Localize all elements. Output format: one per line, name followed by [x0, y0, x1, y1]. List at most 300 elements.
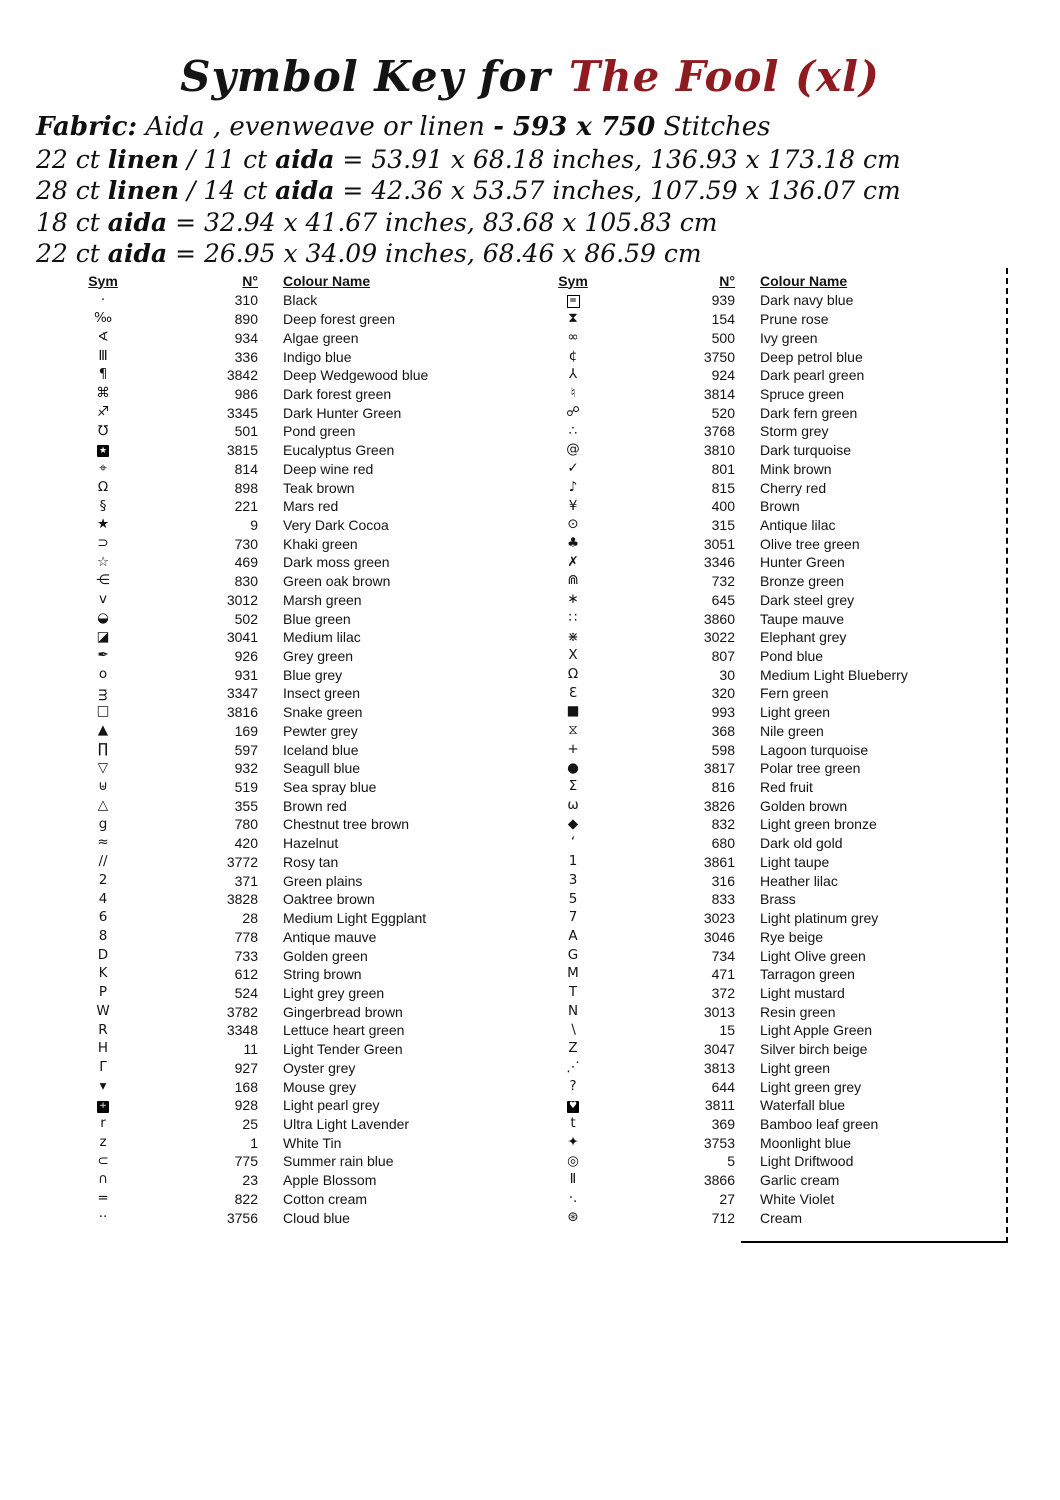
- floss-number: 9: [250, 516, 258, 533]
- colour-name: Lagoon turquoise: [760, 741, 869, 758]
- key-row: [538, 534, 1006, 553]
- colour-name: Prune rose: [760, 311, 829, 328]
- key-row: [68, 1096, 498, 1115]
- key-row: [538, 1002, 1006, 1021]
- symbol-glyph: +: [567, 740, 579, 757]
- key-row: [68, 1152, 498, 1171]
- floss-number: 3041: [226, 629, 258, 646]
- symbol-glyph: ⋲: [96, 572, 110, 589]
- symbol-glyph: ω: [567, 797, 579, 814]
- symbol-glyph: ⊂: [97, 1152, 109, 1169]
- symbol-glyph: D: [97, 946, 109, 963]
- floss-number: 932: [234, 760, 258, 777]
- symbol-glyph: ⋇: [567, 628, 579, 645]
- key-row: [538, 516, 1006, 535]
- colour-name: Light pearl grey: [283, 1097, 380, 1114]
- floss-number: 3828: [226, 891, 258, 908]
- key-row: [538, 946, 1006, 965]
- symbol-glyph: ⌘: [96, 385, 110, 402]
- colour-name: Golden brown: [760, 797, 848, 814]
- colour-name: Light Driftwood: [760, 1153, 854, 1170]
- colour-name: Cream: [760, 1209, 803, 1226]
- floss-number: 822: [234, 1190, 258, 1207]
- key-row: [538, 310, 1006, 329]
- symbol-glyph: ◆: [567, 815, 579, 832]
- key-row: [68, 965, 498, 984]
- colour-name: Medium Light Blueberry: [760, 666, 908, 683]
- colour-name: Storm grey: [760, 423, 829, 440]
- colour-name: Teak brown: [283, 479, 355, 496]
- symbol-glyph: ⌖: [99, 460, 107, 477]
- key-row: [538, 1171, 1006, 1190]
- key-row: [68, 834, 498, 853]
- key-row: [538, 347, 1006, 366]
- key-row: [68, 1171, 498, 1190]
- symbol-glyph: 2: [98, 871, 108, 888]
- colour-name: White Violet: [760, 1190, 835, 1207]
- key-row: [68, 1040, 498, 1059]
- key-row: [68, 1133, 498, 1152]
- colour-name: Light Apple Green: [760, 1022, 873, 1039]
- floss-number: 928: [234, 1097, 258, 1114]
- key-row: [68, 1058, 498, 1077]
- key-row: [68, 328, 498, 347]
- key-row: [538, 796, 1006, 815]
- floss-number: 927: [234, 1059, 258, 1076]
- symbol-glyph: ⧗: [568, 310, 578, 327]
- floss-number: 27: [719, 1190, 735, 1207]
- symbol-glyph: ♪: [568, 478, 578, 495]
- colour-name: Waterfall blue: [760, 1097, 846, 1114]
- symbol-glyph: 3: [568, 871, 578, 888]
- floss-number: 371: [234, 872, 258, 889]
- symbol-glyph: ∢: [97, 329, 109, 346]
- floss-number: 3047: [703, 1041, 735, 1058]
- key-row: [538, 1058, 1006, 1077]
- floss-number: 3866: [703, 1172, 735, 1189]
- symbol-glyph: r: [100, 1115, 106, 1132]
- floss-number: 3810: [703, 442, 735, 459]
- floss-number: 471: [711, 966, 735, 983]
- key-row: [538, 403, 1006, 422]
- key-row: [538, 459, 1006, 478]
- key-row: [538, 1077, 1006, 1096]
- floss-number: 469: [234, 554, 258, 571]
- key-row: [538, 890, 1006, 909]
- key-row: [68, 871, 498, 890]
- key-row: [538, 328, 1006, 347]
- floss-number: 502: [234, 610, 258, 627]
- floss-number: 993: [711, 704, 735, 721]
- symbol-glyph: ⋒: [567, 572, 579, 589]
- colour-name: Light grey green: [283, 984, 385, 1001]
- symbol-glyph: @: [566, 441, 580, 458]
- key-row: [538, 478, 1006, 497]
- symbol-glyph: ∩: [98, 1171, 108, 1188]
- key-row: [68, 647, 498, 666]
- inverted-box-symbol: +: [97, 1101, 109, 1113]
- symbol-glyph: ☆: [96, 553, 110, 570]
- key-row: [538, 553, 1006, 572]
- key-row: [68, 459, 498, 478]
- key-rows-right: [538, 291, 1006, 1227]
- colour-name: Resin green: [760, 1003, 836, 1020]
- colour-name: Light green bronze: [760, 816, 877, 833]
- key-row: [538, 1096, 1006, 1115]
- floss-number: 3813: [703, 1059, 735, 1076]
- key-row: [538, 965, 1006, 984]
- floss-number: 733: [234, 947, 258, 964]
- symbol-glyph: ■: [566, 703, 580, 720]
- floss-number: 3811: [704, 1097, 735, 1114]
- key-row: [538, 759, 1006, 778]
- floss-number: 926: [234, 648, 258, 665]
- colour-name: Hunter Green: [760, 554, 845, 571]
- key-row: [68, 722, 498, 741]
- floss-number: 168: [234, 1078, 258, 1095]
- symbol-glyph: ✓: [567, 460, 579, 477]
- floss-number: 680: [711, 835, 735, 852]
- symbol-glyph: ∴: [568, 422, 578, 439]
- symbol-glyph: M: [567, 965, 579, 982]
- colour-name: Oyster grey: [283, 1059, 356, 1076]
- key-row: [68, 740, 498, 759]
- floss-number: 3815: [226, 442, 258, 459]
- symbol-glyph: ¶: [98, 366, 108, 383]
- floss-number: 597: [234, 741, 258, 758]
- colour-name: Bronze green: [760, 573, 845, 590]
- key-row: [538, 909, 1006, 928]
- symbol-glyph: [538, 293, 608, 308]
- colour-name: Green plains: [283, 872, 363, 889]
- symbol-glyph: □: [96, 703, 110, 720]
- colour-name: Heather lilac: [760, 872, 838, 889]
- colour-name: Light Tender Green: [283, 1041, 403, 1058]
- floss-number: 5: [727, 1153, 735, 1170]
- floss-number: 939: [711, 292, 735, 309]
- colour-name: Brown red: [283, 797, 347, 814]
- floss-number: 3842: [226, 367, 258, 384]
- colour-name: Cloud blue: [283, 1209, 350, 1226]
- symbol-glyph: △: [97, 797, 109, 814]
- floss-number: 814: [234, 460, 258, 477]
- key-row: [538, 647, 1006, 666]
- floss-number: 3750: [703, 348, 735, 365]
- floss-number: 833: [711, 891, 735, 908]
- floss-number: 598: [711, 741, 735, 758]
- key-row: [538, 591, 1006, 610]
- symbol-glyph: 1: [568, 853, 578, 870]
- floss-number: 730: [234, 535, 258, 552]
- floss-number: 3756: [226, 1209, 258, 1226]
- symbol-glyph: Ω: [97, 478, 109, 495]
- colour-name: Oaktree brown: [283, 891, 375, 908]
- floss-number: 3012: [226, 591, 258, 608]
- floss-number: 934: [234, 329, 258, 346]
- symbol-glyph: H: [97, 1040, 109, 1057]
- floss-number: 221: [234, 498, 258, 515]
- key-row: [68, 1190, 498, 1209]
- floss-number: 832: [711, 816, 735, 833]
- colour-name: Rye beige: [760, 928, 824, 945]
- colour-name: Mink brown: [760, 460, 832, 477]
- colour-name: Light taupe: [760, 853, 830, 870]
- symbol-glyph: ★: [96, 516, 110, 533]
- symbol-glyph: ♮: [570, 385, 576, 402]
- symbol-glyph: [68, 1098, 138, 1113]
- colour-name: Antique lilac: [760, 516, 836, 533]
- key-table-header: [68, 270, 498, 291]
- symbol-glyph: 4: [98, 890, 108, 907]
- symbol-glyph: ⊃: [97, 534, 109, 551]
- key-row: [538, 572, 1006, 591]
- colour-name: Cotton cream: [283, 1190, 368, 1207]
- symbol-glyph: ⧖: [568, 722, 578, 739]
- key-row: [68, 759, 498, 778]
- key-row: [538, 497, 1006, 516]
- floss-number: 11: [243, 1041, 258, 1058]
- colour-name: Dark forest green: [283, 385, 392, 402]
- key-row: [538, 740, 1006, 759]
- symbol-glyph: Ⅱ: [569, 1171, 577, 1188]
- key-row: [538, 385, 1006, 404]
- floss-number: 25: [242, 1115, 258, 1132]
- colour-name: Marsh green: [283, 591, 362, 608]
- floss-number: 778: [234, 928, 258, 945]
- key-row: [68, 478, 498, 497]
- key-row: [68, 984, 498, 1003]
- floss-number: 3348: [226, 1022, 258, 1039]
- key-row: [68, 1021, 498, 1040]
- floss-number: 3772: [226, 853, 258, 870]
- page-title-red title-red: The Fool (xl): [568, 52, 880, 101]
- sym-header: Sym: [88, 272, 118, 289]
- symbol-glyph: ✒: [97, 647, 109, 664]
- colour-name: Dark old gold: [760, 835, 843, 852]
- colour-name: Insect green: [283, 685, 361, 702]
- symbol-glyph: [68, 443, 138, 458]
- key-row: [68, 1115, 498, 1134]
- floss-number: 3046: [703, 928, 735, 945]
- key-row: [538, 1190, 1006, 1209]
- floss-number: 369: [711, 1115, 735, 1132]
- key-row: [68, 366, 498, 385]
- colour-name: Mouse grey: [283, 1078, 357, 1095]
- colour-name: White Tin: [283, 1134, 342, 1151]
- colour-name: Dark navy blue: [760, 292, 854, 309]
- floss-number: 420: [234, 835, 258, 852]
- key-row: [538, 703, 1006, 722]
- floss-number: 898: [234, 479, 258, 496]
- colour-name: Deep petrol blue: [760, 348, 863, 365]
- symbol-glyph: ⋰: [566, 1059, 580, 1076]
- symbol-glyph: ¢: [568, 347, 578, 364]
- symbol-glyph: [538, 1098, 608, 1113]
- colour-name: Antique mauve: [283, 928, 377, 945]
- colour-name: Chestnut tree brown: [283, 816, 410, 833]
- symbol-glyph: t: [570, 1115, 576, 1132]
- key-row: [68, 628, 498, 647]
- colour-name: Indigo blue: [283, 348, 352, 365]
- symbol-glyph: K: [98, 965, 108, 982]
- inverted-box-symbol: ♥: [568, 1101, 578, 1112]
- key-row: [538, 871, 1006, 890]
- key-row: [68, 946, 498, 965]
- symbol-glyph: Ⅲ: [98, 347, 108, 364]
- colour-name: Mars red: [283, 498, 339, 515]
- symbol-glyph: ▾: [99, 1077, 107, 1094]
- symbol-glyph: 8: [98, 928, 108, 945]
- colour-name-header: Colour Name: [760, 272, 848, 289]
- floss-number: 355: [234, 797, 258, 814]
- symbol-glyph: Σ: [568, 778, 578, 795]
- colour-name: Lettuce heart green: [283, 1022, 405, 1039]
- symbol-glyph: 7: [568, 909, 578, 926]
- table-right-dashed-border: [1006, 268, 1008, 1243]
- colour-name: Pond blue: [760, 648, 824, 665]
- symbol-glyph: A: [568, 928, 578, 945]
- number-header: N°: [242, 272, 258, 289]
- floss-number: 3817: [703, 760, 735, 777]
- fabric-line: 18 ct aida = 32.94 x 41.67 inches, 83.68 x 105.83 cm: [36, 207, 718, 237]
- floss-number: 336: [234, 348, 258, 365]
- floss-number: 315: [711, 516, 735, 533]
- symbol-glyph: ▲: [97, 722, 109, 739]
- key-row: [538, 927, 1006, 946]
- colour-name: Gingerbread brown: [283, 1003, 403, 1020]
- floss-number: 924: [711, 367, 735, 384]
- symbol-glyph: §: [99, 497, 107, 514]
- key-row: [538, 609, 1006, 628]
- floss-number: 30: [719, 666, 735, 683]
- colour-name: Light green: [760, 704, 831, 721]
- key-row: [538, 665, 1006, 684]
- fabric-line: 22 ct aida = 26.95 x 34.09 inches, 68.46 x 86.59 cm: [36, 239, 702, 268]
- key-row: [68, 534, 498, 553]
- symbol-glyph: ·: [100, 291, 106, 308]
- symbol-glyph: 6: [98, 909, 108, 926]
- colour-name: Hazelnut: [283, 835, 339, 852]
- key-row: [538, 441, 1006, 460]
- key-row: [538, 366, 1006, 385]
- key-row: [68, 591, 498, 610]
- key-row: [538, 1115, 1006, 1134]
- colour-name: Red fruit: [760, 779, 813, 796]
- colour-name: Brass: [760, 891, 796, 908]
- symbol-glyph: G: [567, 946, 579, 963]
- floss-number: 400: [711, 498, 735, 515]
- symbol-glyph: ·.: [568, 1190, 578, 1207]
- floss-number: 500: [711, 329, 735, 346]
- floss-number: 612: [234, 966, 258, 983]
- floss-number: 310: [234, 292, 258, 309]
- colour-name: Blue green: [283, 610, 351, 627]
- symbol-glyph: ◪: [96, 628, 110, 645]
- colour-name: Dark turquoise: [760, 442, 852, 459]
- floss-number: 3347: [226, 685, 258, 702]
- floss-number: 320: [711, 685, 735, 702]
- symbol-glyph: ··: [98, 1208, 108, 1225]
- colour-name: Ultra Light Lavender: [283, 1115, 410, 1132]
- key-row: [68, 927, 498, 946]
- colour-name: Apple Blossom: [283, 1172, 377, 1189]
- floss-number: 154: [711, 311, 735, 328]
- colour-name: Iceland blue: [283, 741, 359, 758]
- colour-name: Medium lilac: [283, 629, 361, 646]
- inverted-box-symbol: ★: [98, 445, 108, 456]
- colour-name: Tarragon green: [760, 966, 855, 983]
- symbol-glyph: ≈: [97, 834, 109, 851]
- symbol-glyph: Ω: [567, 665, 579, 682]
- key-row: [538, 684, 1006, 703]
- colour-name: Dark Hunter Green: [283, 404, 402, 421]
- colour-name: Green oak brown: [283, 573, 391, 590]
- key-row: [68, 853, 498, 872]
- colour-name: Deep Wedgewood blue: [283, 367, 429, 384]
- key-rows-left: [68, 291, 498, 1227]
- key-row: [68, 516, 498, 535]
- key-row: [538, 1040, 1006, 1059]
- symbol-glyph: ?: [569, 1077, 577, 1094]
- symbol-glyph: Ɛ: [568, 684, 578, 701]
- floss-number: 3023: [703, 910, 735, 927]
- floss-number: 3768: [703, 423, 735, 440]
- key-row: [68, 684, 498, 703]
- key-row: [68, 291, 498, 310]
- symbol-glyph: ⊙: [567, 516, 579, 533]
- page-title-black: Symbol Key for: [180, 52, 551, 101]
- colour-name: Bamboo leaf green: [760, 1115, 879, 1132]
- symbol-glyph: ♣: [566, 534, 580, 551]
- table-bottom-border: [741, 1241, 1008, 1243]
- symbol-glyph: ∗: [567, 591, 579, 608]
- colour-name: Nile green: [760, 722, 824, 739]
- key-table-right: [538, 270, 1006, 1227]
- symbol-glyph: ʻ: [570, 834, 576, 851]
- colour-name: Algae green: [283, 329, 359, 346]
- colour-name: Ivy green: [760, 329, 818, 346]
- key-table-header: [538, 270, 1006, 291]
- floss-number: 890: [234, 311, 258, 328]
- key-row: [68, 441, 498, 460]
- fabric-line: 28 ct linen / 14 ct aida = 42.36 x 53.57 inches, 107.59 x 136.07 cm: [36, 176, 901, 205]
- key-row: [68, 815, 498, 834]
- colour-name: Snake green: [283, 704, 363, 721]
- key-row: [538, 422, 1006, 441]
- symbol-glyph: ∷: [568, 609, 578, 626]
- floss-number: 524: [234, 984, 258, 1001]
- floss-number: 3013: [703, 1003, 735, 1020]
- floss-number: 3051: [703, 535, 735, 552]
- floss-number: 520: [711, 404, 735, 421]
- floss-number: 830: [234, 573, 258, 590]
- sym-header: Sym: [558, 272, 588, 289]
- key-row: [68, 553, 498, 572]
- colour-name: Grey green: [283, 648, 354, 665]
- floss-number: 3753: [703, 1134, 735, 1151]
- symbol-glyph: g: [98, 815, 108, 832]
- key-row: [68, 497, 498, 516]
- floss-number: 15: [719, 1022, 735, 1039]
- floss-number: 169: [234, 722, 258, 739]
- floss-number: 501: [234, 423, 258, 440]
- colour-name: Olive tree green: [760, 535, 860, 552]
- key-row: [538, 291, 1006, 310]
- floss-number: 645: [711, 591, 735, 608]
- floss-number: 28: [242, 910, 258, 927]
- colour-name: Golden green: [283, 947, 368, 964]
- floss-number: 732: [711, 573, 735, 590]
